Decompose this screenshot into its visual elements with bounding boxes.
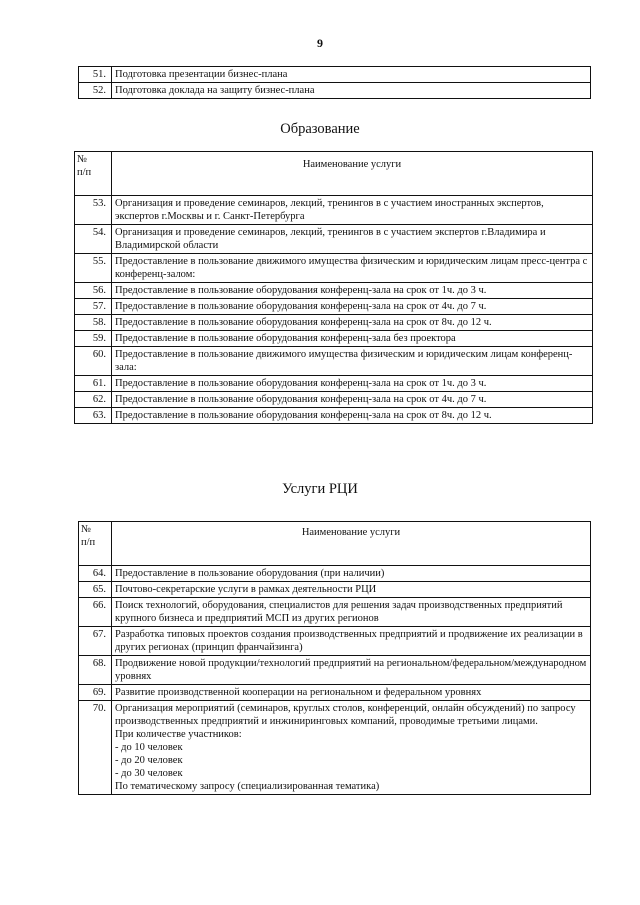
service-name: [112, 347, 593, 376]
row-number: 66.: [79, 598, 112, 627]
top-table-body: [79, 67, 591, 99]
table-row: [75, 283, 593, 299]
row-number: 64.: [79, 566, 112, 582]
service-text: Предоставление в пользование оборудования конференц-зала на срок от 4ч. до 7 ч.: [115, 394, 487, 405]
service-text: Предоставление в пользование оборудования конференц-зала на срок от 8ч. до 12 ч.: [115, 410, 492, 421]
education-title: Образование: [280, 121, 360, 137]
table-row: [79, 701, 591, 795]
row-number: 54.: [75, 225, 112, 254]
service-text: Организация мероприятий (семинаров, круглых столов, конференций, онлайн обсуждений) по запросу производственных предприятий и инжиниринговых компаний, проводимые третьими лицами.: [115, 703, 576, 727]
service-extra-line: - до 20 человек: [115, 755, 183, 766]
rci-header-num-line1: №: [81, 524, 92, 535]
service-name: [112, 376, 593, 392]
service-name: [112, 283, 593, 299]
service-text: Поиск технологий, оборудования, специалистов для решения задач производственных предприятий крупного бизнеса и предприятий МСП из других регионов: [115, 600, 563, 624]
row-number: 57.: [75, 299, 112, 315]
service-name: [112, 598, 591, 627]
service-extra-line: По тематическому запросу (специализированная тематика): [115, 781, 380, 792]
education-table-body: [75, 196, 593, 424]
service-text: Предоставление в пользование оборудования конференц-зала на срок от 8ч. до 12 ч.: [115, 317, 492, 328]
service-extra-line: При количестве участников:: [115, 729, 242, 740]
table-row: [75, 392, 593, 408]
table-row: [75, 299, 593, 315]
table-row: [75, 347, 593, 376]
service-name: [112, 331, 593, 347]
service-name: [112, 685, 591, 701]
table-row: [79, 582, 591, 598]
service-text: Организация и проведение семинаров, лекций, тренингов в с участием экспертов г.Владимира и Владимирской области: [115, 227, 546, 251]
service-text: Подготовка презентации бизнес-плана: [115, 69, 288, 80]
rci-table-body: [79, 566, 591, 795]
service-text: Почтово-секретарские услуги в рамках деятельности РЦИ: [115, 584, 377, 595]
row-number: 55.: [75, 254, 112, 283]
service-text: Организация и проведение семинаров, лекций, тренингов в с участием иностранных экспертов, экспертов г.Москвы и г. Санкт-Петербурга: [115, 198, 544, 222]
top-table: [78, 66, 591, 99]
rci-header-num: [79, 522, 112, 566]
row-number: 68.: [79, 656, 112, 685]
service-text: Разработка типовых проектов создания производственных предприятий и продвижение их реализации в других регионах (принцип франчайзинга): [115, 629, 583, 653]
service-name: [112, 392, 593, 408]
rci-title: Услуги РЦИ: [282, 481, 358, 497]
row-number: 69.: [79, 685, 112, 701]
page-number: 9: [317, 36, 323, 50]
service-name: [112, 83, 591, 99]
table-row: [75, 254, 593, 283]
table-row: [75, 331, 593, 347]
service-text: Предоставление в пользование оборудования конференц-зала на срок от 1ч. до 3 ч.: [115, 378, 487, 389]
service-extra-line: - до 10 человек: [115, 742, 183, 753]
table-row: [75, 376, 593, 392]
row-number: 65.: [79, 582, 112, 598]
service-name: [112, 701, 591, 795]
education-header-row: [75, 152, 593, 196]
rci-header-num-line2: п/п: [81, 537, 96, 548]
table-row: [75, 225, 593, 254]
rci-header-row: [79, 522, 591, 566]
service-name: [112, 196, 593, 225]
table-row: [79, 656, 591, 685]
row-number: 62.: [75, 392, 112, 408]
table-row: [75, 315, 593, 331]
service-text: Предоставление в пользование оборудования конференц-зала без проектора: [115, 333, 456, 344]
row-number: 70.: [79, 701, 112, 795]
row-number: 67.: [79, 627, 112, 656]
service-extra-line: - до 30 человек: [115, 768, 183, 779]
row-number: 53.: [75, 196, 112, 225]
service-text: Предоставление в пользование движимого имущества физическим и юридическим лицам пресс-центра с конференц-залом:: [115, 256, 588, 280]
row-number: 51.: [79, 67, 112, 83]
table-row: [75, 196, 593, 225]
table-row: [79, 685, 591, 701]
table-row: [75, 408, 593, 424]
row-number: 63.: [75, 408, 112, 424]
service-name: [112, 67, 591, 83]
table-row: [79, 598, 591, 627]
row-number: 59.: [75, 331, 112, 347]
service-name: [112, 299, 593, 315]
education-table: [74, 151, 593, 424]
table-row: [79, 566, 591, 582]
service-name: [112, 627, 591, 656]
row-number: 52.: [79, 83, 112, 99]
service-text: Предоставление в пользование оборудования конференц-зала на срок от 4ч. до 7 ч.: [115, 301, 487, 312]
table-row: [79, 67, 591, 83]
service-text: Развитие производственной кооперации на региональном и федеральном уровнях: [115, 687, 482, 698]
service-name: [112, 315, 593, 331]
row-number: 61.: [75, 376, 112, 392]
table-row: [79, 83, 591, 99]
rci-table: [78, 521, 591, 795]
education-header-num: [75, 152, 112, 196]
service-name: [112, 656, 591, 685]
service-text: Предоставление в пользование оборудования конференц-зала на срок от 1ч. до 3 ч.: [115, 285, 487, 296]
education-header-name: Наименование услуги: [112, 152, 593, 196]
rci-header-name: Наименование услуги: [112, 522, 591, 566]
service-text: Продвижение новой продукции/технологий предприятий на региональном/федеральном/международном уровнях: [115, 658, 587, 682]
row-number: 60.: [75, 347, 112, 376]
row-number: 56.: [75, 283, 112, 299]
service-name: [112, 254, 593, 283]
service-name: [112, 225, 593, 254]
service-name: [112, 408, 593, 424]
row-number: 58.: [75, 315, 112, 331]
table-row: [79, 627, 591, 656]
service-text: Предоставление в пользование движимого имущества физическим и юридическим лицам конференц-зала:: [115, 349, 573, 373]
education-header-num-line1: №: [77, 154, 88, 165]
service-name: [112, 582, 591, 598]
service-text: Подготовка доклада на защиту бизнес-плана: [115, 85, 315, 96]
service-name: [112, 566, 591, 582]
service-text: Предоставление в пользование оборудования (при наличии): [115, 568, 385, 579]
education-header-num-line2: п/п: [77, 167, 92, 178]
